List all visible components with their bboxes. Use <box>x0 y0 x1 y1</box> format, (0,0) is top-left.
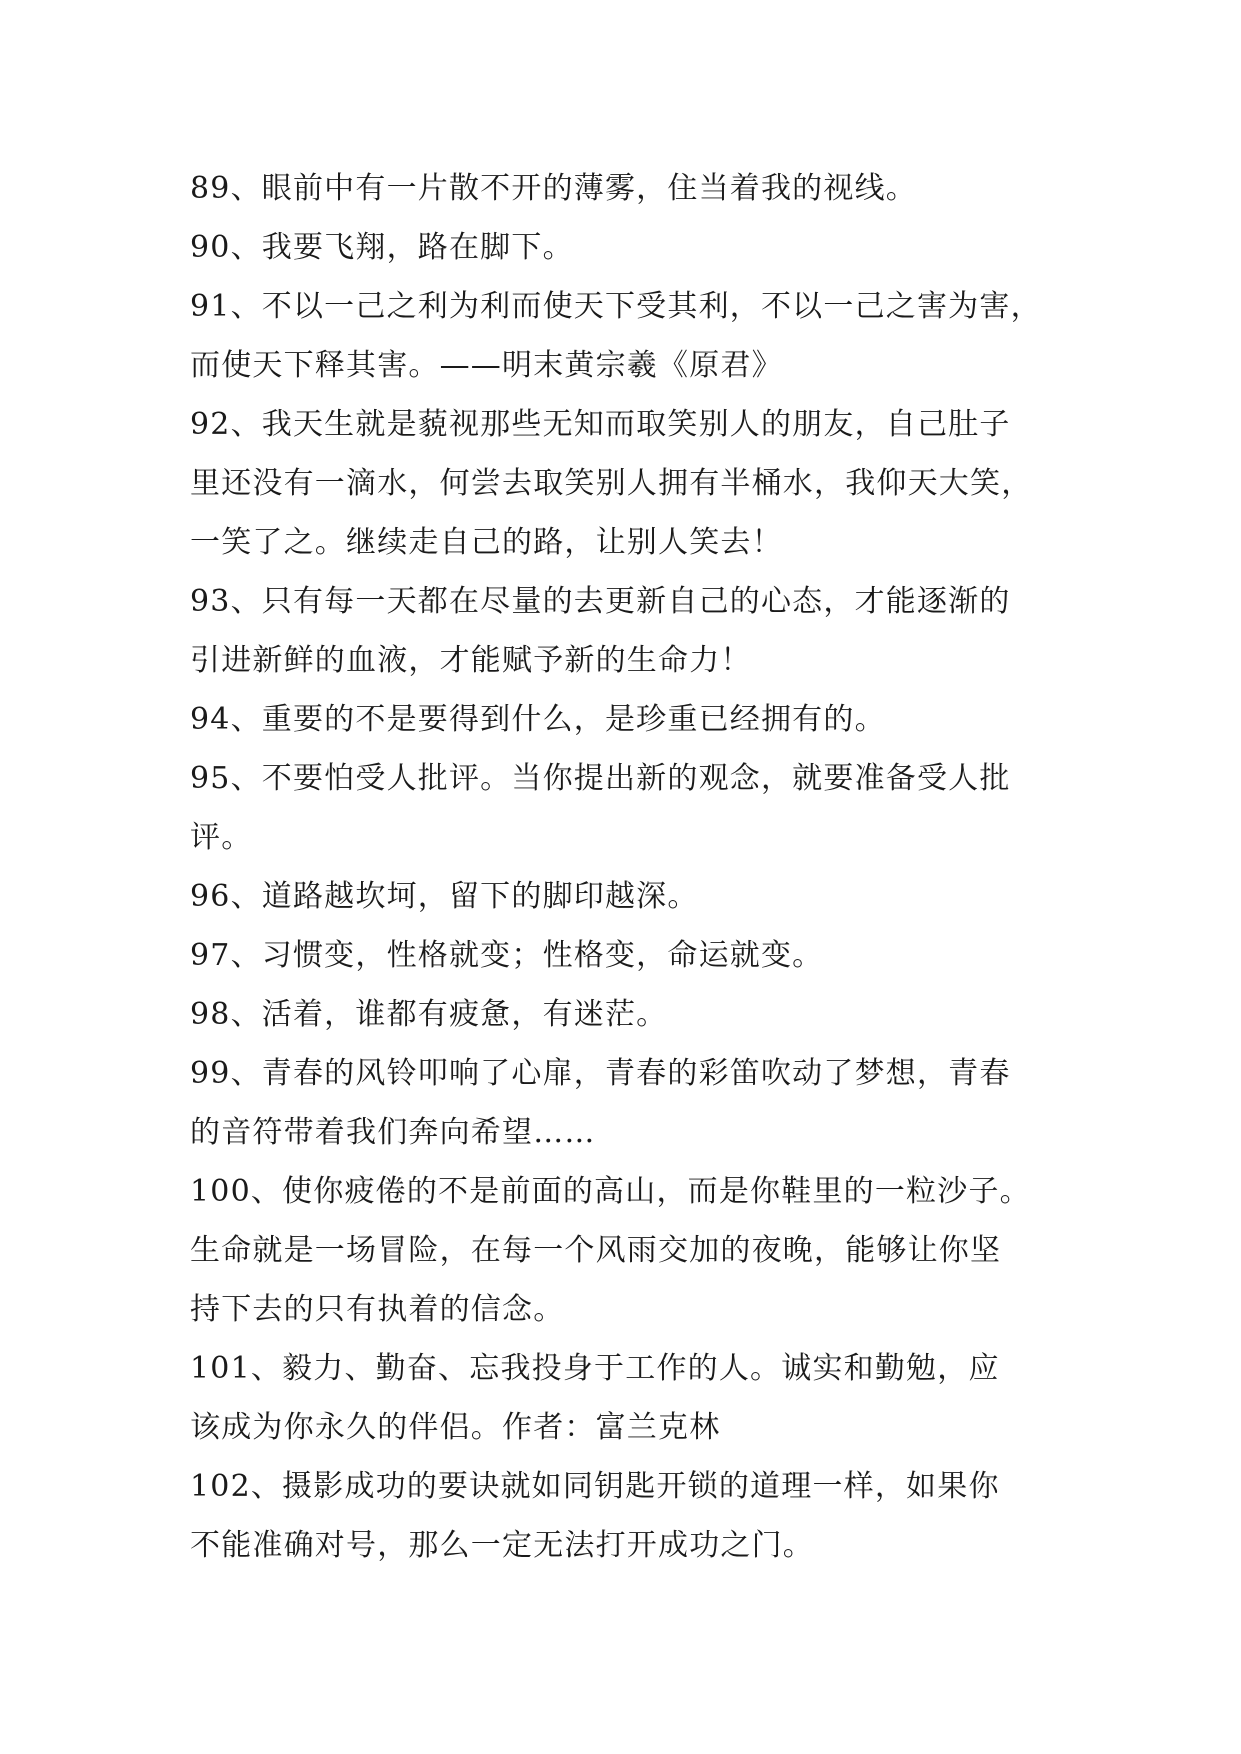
text-line: 里还没有一滴水，何尝去取笑别人拥有半桶水，我仰天大笑， <box>190 466 1033 501</box>
text-line: 的音符带着我们奔向希望…… <box>190 1115 596 1150</box>
text-line: 97、习惯变，性格就变；性格变，命运就变。 <box>190 938 824 973</box>
text-line: 99、青春的风铃叩响了心扉，青春的彩笛吹动了梦想，青春 <box>190 1056 1011 1091</box>
text-line: 94、重要的不是要得到什么，是珍重已经拥有的。 <box>190 702 886 737</box>
text-line: 评。 <box>190 820 253 855</box>
text-line: 100、使你疲倦的不是前面的高山，而是你鞋里的一粒沙子。 <box>190 1174 1031 1209</box>
text-line: 101、毅力、勤奋、忘我投身于工作的人。诚实和勤勉，应 <box>190 1351 1000 1386</box>
text-line: 引进新鲜的血液，才能赋予新的生命力！ <box>190 643 752 678</box>
text-line: 该成为你永久的伴侣。作者：富兰克林 <box>190 1410 721 1445</box>
document-body <box>190 159 1070 1575</box>
text-line: 93、只有每一天都在尽量的去更新自己的心态，才能逐渐的 <box>190 584 1011 619</box>
text-line: 90、我要飞翔，路在脚下。 <box>190 230 574 265</box>
text-line: 而使天下释其害。——明末黄宗羲《原君》 <box>190 348 783 383</box>
text-line: 91、不以一己之利为利而使天下受其利，不以一己之害为害， <box>190 289 1042 324</box>
text-line: 不能准确对号，那么一定无法打开成功之门。 <box>190 1528 814 1563</box>
text-line: 89、眼前中有一片散不开的薄雾，住当着我的视线。 <box>190 171 917 206</box>
text-line: 生命就是一场冒险，在每一个风雨交加的夜晚，能够让你坚 <box>190 1233 1002 1268</box>
text-line: 一笑了之。继续走自己的路，让别人笑去！ <box>190 525 783 560</box>
text-line: 持下去的只有执着的信念。 <box>190 1292 565 1327</box>
text-line: 95、不要怕受人批评。当你提出新的观念，就要准备受人批 <box>190 761 1011 796</box>
text-line: 102、摄影成功的要诀就如同钥匙开锁的道理一样，如果你 <box>190 1469 1000 1504</box>
text-line: 98、活着，谁都有疲惫，有迷茫。 <box>190 997 668 1032</box>
text-line: 96、道路越坎坷，留下的脚印越深。 <box>190 879 699 914</box>
text-line: 92、我天生就是藐视那些无知而取笑别人的朋友，自己肚子 <box>190 407 1011 442</box>
